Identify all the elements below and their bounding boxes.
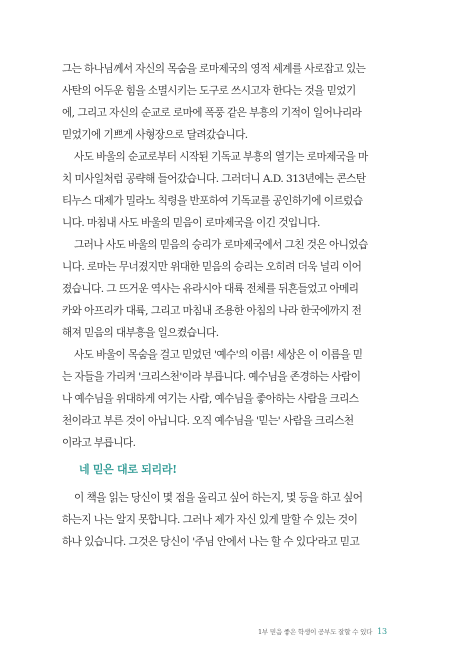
text-line: 사도 바울의 순교로부터 시작된 기독교 부흥의 열기는 로마제국을 마 bbox=[74, 151, 368, 163]
text-line: 하는지 나는 알지 못합니다. 그러나 제가 자신 있게 말할 수 있는 것이 bbox=[62, 514, 358, 526]
text-line: 에, 그리고 자신의 순교로 로마에 폭풍 같은 부흥의 기적이 일어나리라 bbox=[62, 107, 362, 119]
text-line: 는 자들을 가리켜 '크리스천'이라 부릅니다. 예수님을 존경하는 사람이 bbox=[62, 371, 361, 383]
section-text bbox=[62, 487, 384, 553]
text-line: 졌습니다. 그 뜨거운 역사는 유라시아 대륙 전체를 뒤흔들었고 아메리 bbox=[62, 283, 359, 295]
text-line: 이라고 부릅니다. bbox=[62, 437, 136, 449]
page-number: 13 bbox=[377, 627, 387, 636]
text-line: 사도 바울이 목숨을 걸고 믿었던 '예수'의 이름! 세상은 이 이름을 믿 bbox=[74, 349, 363, 361]
running-footer bbox=[258, 627, 387, 636]
text-line: 천이라고 부른 것이 아닙니다. 오직 예수님을 '믿는' 사람을 크리스천 bbox=[62, 415, 354, 427]
text-line: 사탄의 어두운 힘을 소멸시키는 도구로 쓰시고자 한다는 것을 믿었기 bbox=[62, 85, 356, 97]
text-line: 하나 있습니다. 그것은 당신이 '주님 안에서 나는 할 수 있다'라고 믿고 bbox=[62, 536, 360, 548]
text-line: 이 책을 읽는 당신이 몇 점을 올리고 싶어 하는지, 몇 등을 하고 싶어 bbox=[74, 492, 363, 504]
text-line: 그러나 사도 바울의 믿음의 승리가 로마제국에서 그친 것은 아니었습 bbox=[74, 239, 368, 251]
body-text bbox=[62, 58, 384, 454]
text-line: 그는 하나님께서 자신의 목숨을 로마제국의 영적 세계를 사로잡고 있는 bbox=[62, 63, 366, 75]
chapter-title: 1부 믿음 좋은 학생이 공부도 잘할 수 있다 bbox=[258, 628, 373, 636]
text-line: 니다. 로마는 무너졌지만 위대한 믿음의 승리는 오히려 더욱 널리 이어 bbox=[62, 261, 362, 273]
text-line: 치 미사일처럼 공략해 들어갔습니다. 그러더니 A.D. 313년에는 콘스탄 bbox=[62, 173, 366, 185]
text-line: 니다. 마침내 사도 바울의 믿음이 로마제국을 이긴 것입니다. bbox=[62, 217, 320, 229]
section-heading: 네 믿은 대로 되리라! bbox=[79, 463, 177, 476]
text-line: 믿었기에 기쁘게 사형장으로 달려갔습니다. bbox=[62, 129, 248, 141]
text-line: 카와 아프리카 대륙, 그리고 마침내 조용한 아침의 나라 한국에까지 전 bbox=[62, 305, 362, 317]
text-line: 나 예수님을 위대하게 여기는 사람, 예수님을 좋아하는 사람을 크리스 bbox=[62, 393, 359, 405]
text-line: 티누스 대제가 밀라노 칙령을 반포하여 기독교를 공인하기에 이르렀습 bbox=[62, 195, 363, 207]
text-line: 해져 믿음의 대부흥을 일으켰습니다. bbox=[62, 327, 219, 339]
